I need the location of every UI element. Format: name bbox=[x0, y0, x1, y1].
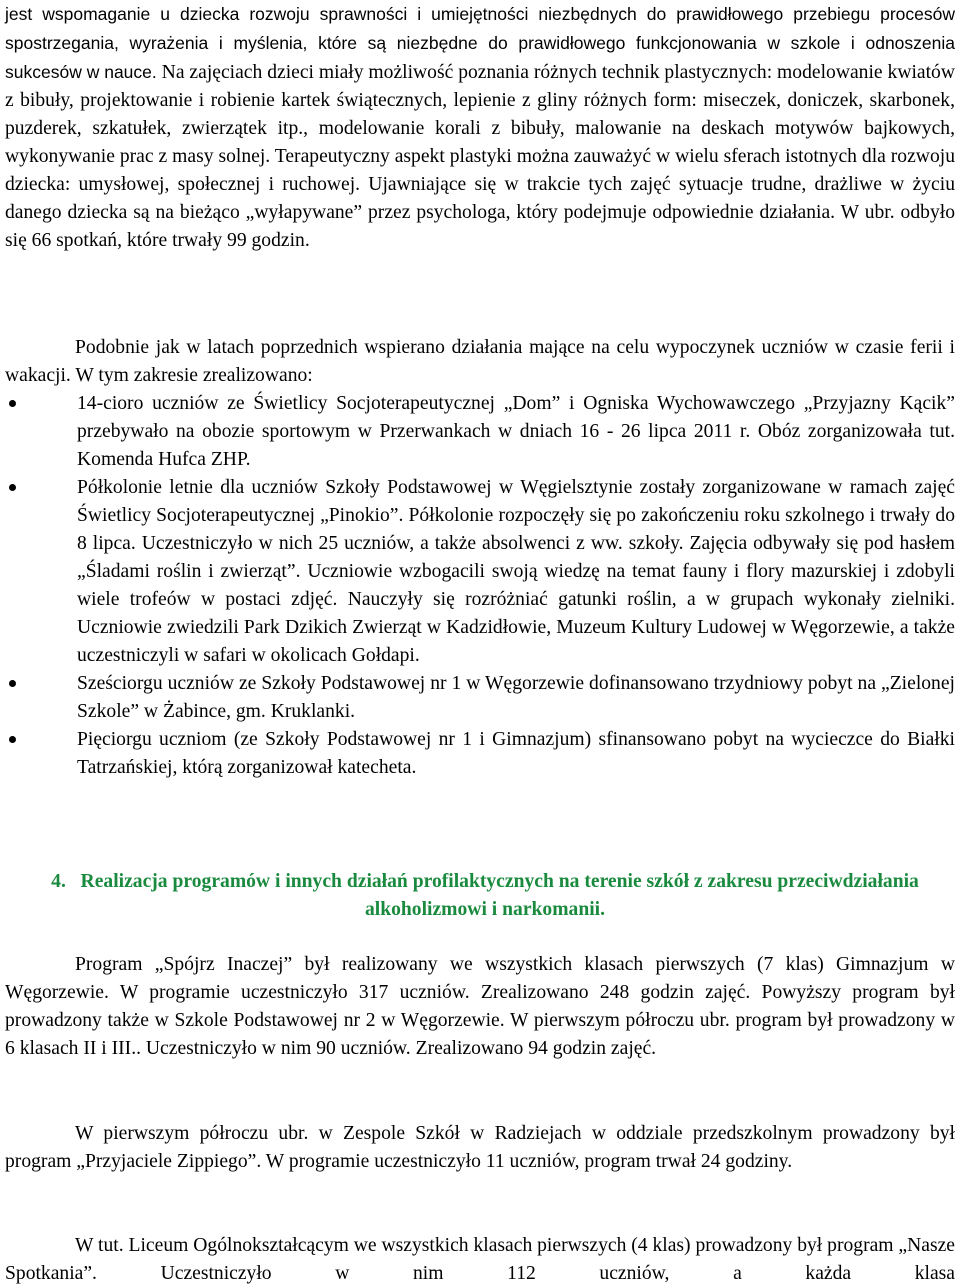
list-item bbox=[5, 474, 955, 670]
paragraph-nasze-spotkania: W tut. Liceum Ogólnokształcącym we wszystkich klasach pierwszych (4 klas) prowadzony był program „Nasze Spotkania”. Uczestniczyło w nim 112 uczniów, a każda klasa bbox=[5, 1235, 955, 1284]
top-paragraph-sans-part: jest wspomaganie u dziecka rozwoju sprawności i umiejętności niezbędnych do prawidłowego przebiegu procesów spostrzegania, wyrażenia i myślenia, które są niezbędne do prawidłowego funkcjonowania w szkole i odnoszenia sukcesów w nauce. bbox=[5, 4, 955, 82]
bullet-icon bbox=[9, 736, 16, 743]
section-heading bbox=[40, 868, 930, 924]
bullet-icon bbox=[9, 484, 16, 491]
list-item bbox=[5, 726, 955, 782]
bullet-icon bbox=[9, 680, 16, 687]
bullet-list bbox=[5, 390, 955, 782]
bullet-icon bbox=[9, 400, 16, 407]
list-item-text: Pięciorgu uczniom (ze Szkoły Podstawowej nr 1 i Gimnazjum) sfinansowano pobyt na wycieczce do Białki Tatrzańskiej, którą zorganizował katecheta. bbox=[77, 729, 955, 778]
intro-paragraph: Podobnie jak w latach poprzednich wspierano działania mające na celu wypoczynek uczniów w czasie ferii i wakacji. W tym zakresie zrealizowano: bbox=[5, 337, 955, 386]
paragraph-spojrz-inaczej: Program „Spójrz Inaczej” był realizowany we wszystkich klasach pierwszych (7 klas) Gimnazjum w Węgorzewie. W programie uczestniczyło 317 uczniów. Zrealizowano 248 godzin zajęć. Powyższy program był prowadzony także w Szkole Podstawowej nr 2 w Węgorzewie. W pierwszym półroczu ubr. program był prowadzony w 6 klasach II i III.. Uczestniczyło w nim 90 uczniów. Zrealizowano 94 godzin zajęć. bbox=[5, 954, 955, 1059]
list-item-text: 14-cioro uczniów ze Świetlicy Socjoterapeutycznej „Dom” i Ogniska Wychowawczego „Przyjazny Kącik” przebywało na obozie sportowym w Przerwankach w dniach 16 - 26 lipca 2011 r. Obóz zorganizowała tut. Komenda Hufca ZHP. bbox=[77, 393, 955, 470]
list-item bbox=[5, 390, 955, 474]
list-item-text: Sześciorgu uczniów ze Szkoły Podstawowej nr 1 w Węgorzewie dofinansowano trzydniowy pobyt na „Zielonej Szkole” w Żabince, gm. Kruklanki. bbox=[77, 673, 955, 722]
paragraph-zippi: W pierwszym półroczu ubr. w Zespole Szkół w Radziejach w oddziale przedszkolnym prowadzony był program „Przyjaciele Zippiego”. W programie uczestniczyło 11 uczniów, program trwał 24 godziny. bbox=[5, 1123, 955, 1172]
top-paragraph-serif-part: Na zajęciach dzieci miały możliwość poznania różnych technik plastycznych: modelowanie kwiatów z bibuły, projektowanie i robienie kartek świątecznych, lepienie z gliny różnych form: miseczek, doniczek, skarbonek, puzderek, szkatułek, zwierzątek itp., modelowanie korali z bibuły, malowanie na deskach motywów bajkowych, wykonywanie prac z masy solnej. Terapeutyczny aspekt plastyki można zauważyć w wielu sferach istotnych dla rozwoju dziecka: umysłowej, społecznej i ruchowej. Ujawniające się w trakcie tych zajęć sytuacje trudne, drażliwe w życiu danego dziecka są na bieżąco „wyłapywane” przez psychologa, który podejmuje odpowiednie działania. W ubr. odbyło się 66 spotkań, które trwały 99 godzin. bbox=[5, 62, 955, 251]
list-item-text: Półkolonie letnie dla uczniów Szkoły Podstawowej w Węgielsztynie zostały zorganizowane w ramach zajęć Świetlicy Socjoterapeutycznej „Pinokio”. Półkolonie rozpoczęły się po zakończeniu roku szkolnego i trwały do 8 lipca. Uczestniczyło w nich 25 uczniów, a także absolwenci z ww. szkoły. Zajęcia odbywały się pod hasłem „Śladami roślin i zwierząt”. Uczniowie wzbogacili swoją wiedzę na temat fauny i flory mazurskiej i zdobyli wiele trofeów w postaci zdjęć. Nauczyły się rozróżniać gatunki roślin, a w grupach wykonały zielniki. Uczniowie zwiedzili Park Dzikich Zwierząt w Kadzidłowie, Muzeum Kultury Ludowej w Węgorzewie, a także uczestniczyli w safari w okolicach Gołdapi. bbox=[77, 477, 955, 666]
top-paragraph bbox=[5, 0, 955, 255]
section-title: Realizacja programów i innych działań profilaktycznych na terenie szkół z zakresu przeciwdziałania alkoholizmowi i narkomanii. bbox=[80, 871, 919, 920]
section-number: 4. bbox=[51, 871, 66, 892]
list-item bbox=[5, 670, 955, 726]
